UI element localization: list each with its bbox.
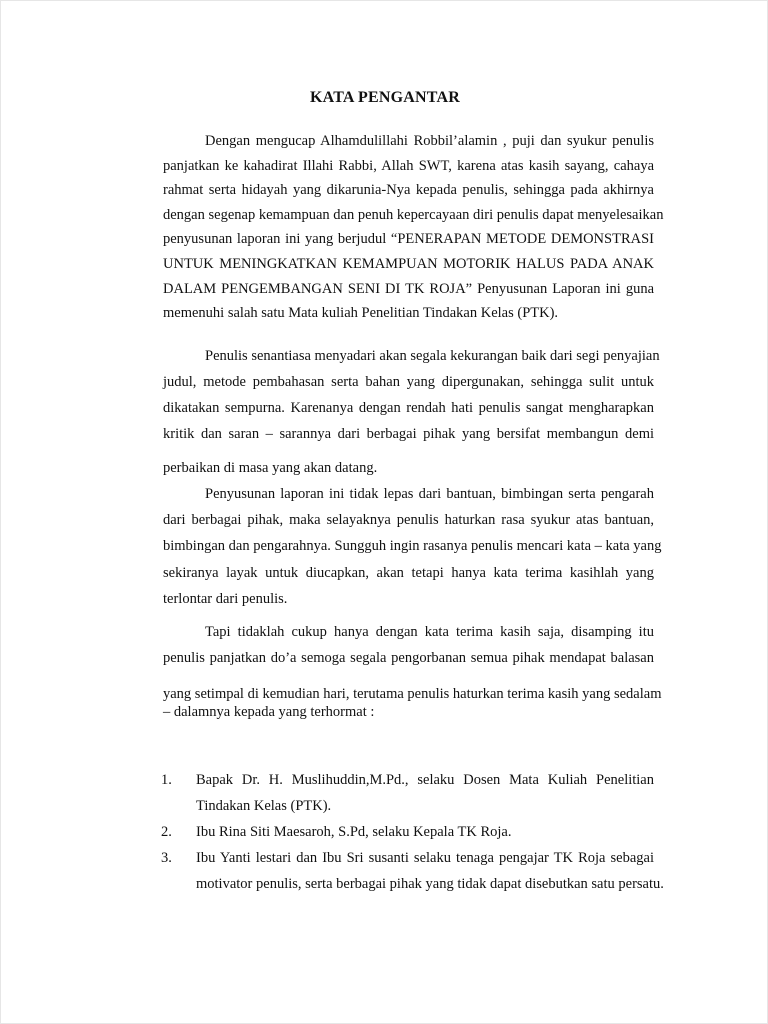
paragraph-line: – dalamnya kepada yang terhormat :	[163, 704, 375, 720]
paragraph-line: dengan segenap kemampuan dan penuh kepercayaan diri penulis dapat menyelesaikan	[163, 206, 664, 223]
list-item	[161, 767, 654, 819]
list-number: 3.	[161, 850, 172, 866]
paragraph-line: Penulis senantiasa menyadari akan segala kekurangan baik dari segi penyajian	[205, 348, 660, 364]
paragraph-line: DALAM PENGEMBANGAN SENI DI TK ROJA” Penyusunan Laporan ini guna	[163, 280, 654, 297]
paragraph-3	[163, 481, 662, 612]
paragraph-line: kritik dan saran – sarannya dari berbagai pihak yang bersifat membangun demi	[163, 426, 654, 442]
paragraph-line: memenuhi salah satu Mata kuliah Penelitian Tindakan Kelas (PTK).	[163, 305, 559, 322]
paragraph-line: rahmat serta hidayah yang dikarunia-Nya kepada penulis, sehingga pada akhirnya	[163, 182, 654, 199]
list-number: 2.	[161, 824, 172, 840]
paragraph-line: dari berbagai pihak, maka selayaknya penulis haturkan rasa syukur atas bantuan,	[163, 512, 654, 529]
paragraph-line: UNTUK MENINGKATKAN KEMAMPUAN MOTORIK HALUS PADA ANAK	[163, 255, 654, 272]
list-item	[161, 819, 654, 845]
paragraph-line: terlontar dari penulis.	[163, 590, 288, 607]
list-line: Bapak Dr. H. Muslihuddin,M.Pd., selaku Dosen Mata Kuliah Penelitian	[196, 772, 654, 788]
list-line: motivator penulis, serta berbagai pihak yang tidak dapat disebutkan satu persatu.	[196, 876, 664, 892]
list-item	[161, 845, 664, 897]
paragraph-line: dikatakan sempurna. Karenanya dengan rendah hati penulis sangat mengharapkan	[163, 400, 654, 416]
list-line: Ibu Yanti lestari dan Ibu Sri susanti selaku tenaga pengajar TK Roja sebagai	[196, 850, 654, 866]
paragraph-2	[163, 343, 660, 481]
list-line: Tindakan Kelas (PTK).	[196, 798, 332, 814]
paragraph-line: panjatkan ke kahadirat Illahi Rabbi, Allah SWT, karena atas kasih sayang, cahaya	[163, 157, 654, 174]
paragraph-4	[163, 619, 662, 725]
paragraph-line: judul, metode pembahasan serta bahan yang dipergunakan, sehingga sulit untuk	[163, 374, 654, 390]
paragraph-line: yang setimpal di kemudian hari, terutama penulis haturkan terima kasih yang sedalam	[163, 686, 662, 702]
paragraph-line: perbaikan di masa yang akan datang.	[163, 460, 378, 476]
paragraph-line: Tapi tidaklah cukup hanya dengan kata terima kasih saja, disamping itu	[205, 624, 654, 640]
paragraph-line: Dengan mengucap Alhamdulillahi Robbil’alamin , puji dan syukur penulis	[205, 133, 654, 149]
acknowledgement-list	[161, 767, 664, 897]
list-line: Ibu Rina Siti Maesaroh, S.Pd, selaku Kepala TK Roja.	[196, 824, 512, 840]
list-number: 1.	[161, 772, 172, 788]
paragraph-line: penulis panjatkan do’a semoga segala pengorbanan semua pihak mendapat balasan	[163, 650, 654, 666]
paragraph-line: bimbingan dan pengarahnya. Sungguh ingin rasanya penulis mencari kata – kata yang	[163, 538, 662, 555]
paragraph-line: Penyusunan laporan ini tidak lepas dari bantuan, bimbingan serta pengarah	[205, 486, 654, 502]
paragraph-1	[163, 129, 664, 326]
page-title: KATA PENGANTAR	[310, 89, 460, 106]
paragraph-line: penyusunan laporan ini yang berjudul “PENERAPAN METODE DEMONSTRASI	[163, 231, 654, 248]
paragraph-line: sekiranya layak untuk diucapkan, akan tetapi hanya kata terima kasihlah yang	[163, 564, 654, 581]
